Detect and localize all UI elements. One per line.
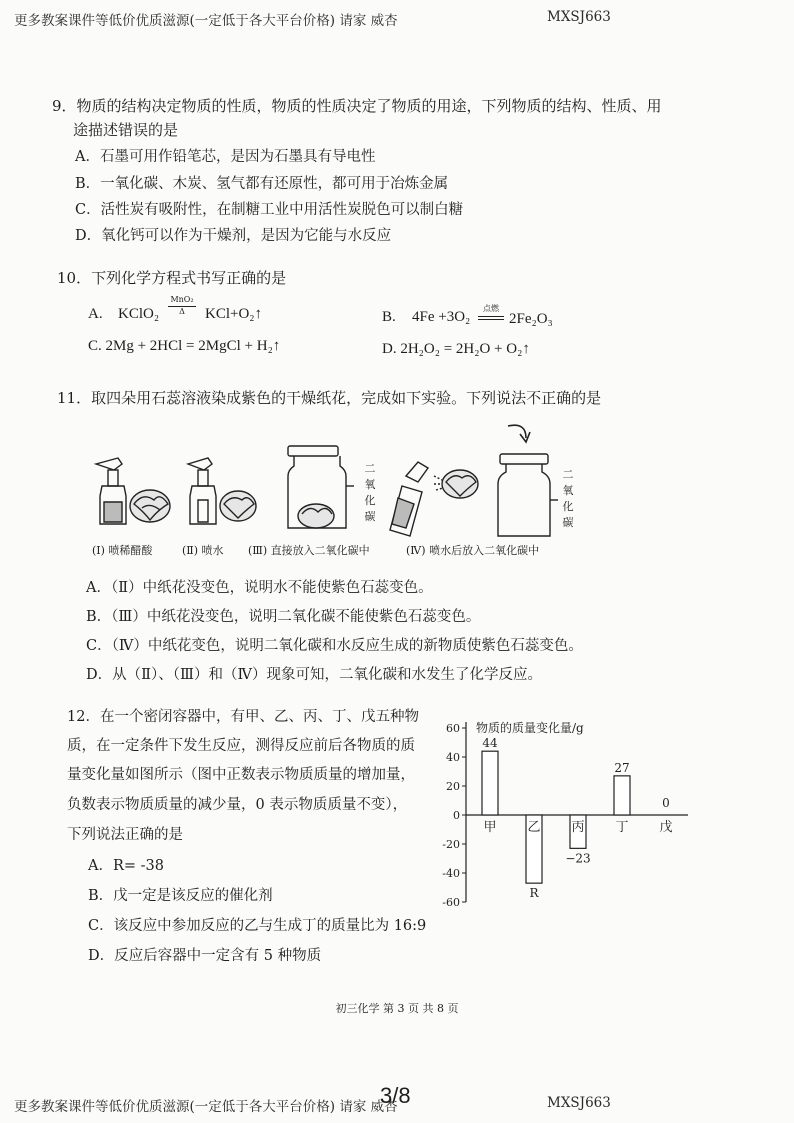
q9-option-c: C．活性炭有吸附性，在制糖工业中用活性炭脱色可以制白糖 (75, 202, 464, 218)
y-tick-label: 20 (446, 780, 460, 793)
q11-option-c: C．（Ⅳ）中纸花变色，说明二氧化碳和水反应生成的新物质使紫色石蕊变色。 (86, 638, 583, 654)
fig-label-iv: (Ⅳ) 喷水后放入二氧化碳中 (406, 544, 540, 557)
q9-option-b: B．一氧化碳、木炭、氢气都有还原性，都可用于冶炼金属 (75, 176, 449, 192)
paper-flower-1-icon (130, 490, 170, 522)
gas-label-4-char4: 碳 (562, 516, 574, 529)
gas-jar-4-icon (498, 454, 558, 536)
q10-option-b-right: 2Fe₂O₃ (509, 311, 553, 327)
q12-stem-line3: 量变化量如图所示（图中正数表示物质质量的增加量， (67, 767, 415, 783)
page-counter: 3/8 (380, 1083, 411, 1108)
footer-banner: 更多教案课件等低价优质滋源(一定低于各大平台价格) 请家 威杏 (14, 1099, 398, 1115)
q10-option-b-equals (478, 316, 504, 320)
bar-4 (614, 776, 630, 815)
data-label: R (529, 886, 539, 901)
footer-code: MXSJ663 (547, 1095, 611, 1111)
q9-option-d: D．氧化钙可以作为干燥剂，是因为它能与水反应 (75, 228, 392, 244)
page-footer: 初三化学 第 3 页 共 8 页 (335, 1002, 459, 1015)
y-tick-label: -20 (442, 838, 460, 851)
q10-stem: 10．下列化学方程式书写正确的是 (57, 269, 287, 287)
category-label: 丁 (615, 820, 629, 835)
category-label: 乙 (527, 820, 541, 835)
q11-stem: 11．取四朵用石蕊溶液染成紫色的干燥纸花，完成如下实验。下列说法不正确的是 (57, 389, 602, 407)
q12-bar-chart (440, 712, 700, 918)
gas-label-4-char1: 二 (562, 468, 574, 481)
q12-option-b: B．戊一定是该反应的催化剂 (88, 888, 273, 904)
spray-bottle-1-icon (96, 458, 126, 524)
fig-label-iii: (Ⅲ) 直接放入二氧化碳中 (248, 544, 370, 557)
fig-label-i: (Ⅰ) 喷稀醋酸 (92, 544, 153, 557)
category-label: 丙 (571, 820, 585, 835)
q10-option-b-label: B. (382, 309, 396, 325)
header-code: MXSJ663 (547, 9, 611, 25)
q9-stem-line2: 途描述错误的是 (73, 121, 179, 139)
chart-title: 物质的质量变化量/g (476, 721, 584, 735)
fig-label-ii: (Ⅱ) 喷水 (182, 544, 224, 557)
gas-label-4-char2: 氧 (562, 484, 574, 497)
q9-option-a: A．石墨可用作铅笔芯，是因为石墨具有导电性 (75, 149, 376, 165)
q10-option-c: C. 2Mg + 2HCl = 2MgCl + H₂↑ (88, 338, 281, 354)
q10-option-b-condition: 点燃 (483, 304, 499, 313)
q12-stem-line4: 负数表示物质质量的减少量，0 表示物质质量不变）， (67, 797, 408, 813)
y-tick-label: -60 (442, 896, 460, 909)
q10-option-a-heat: Δ (179, 307, 185, 316)
q11-experiment-figure (88, 418, 588, 562)
q12-stem-line1: 12．在一个密闭容器中，有甲、乙、丙、丁、戊五种物 (67, 709, 419, 725)
q10-option-d: D. 2H₂O₂ = 2H₂O + O₂↑ (382, 341, 530, 357)
q10-option-a-left: KClO₂ (118, 306, 160, 322)
paper-flower-4-icon (434, 470, 478, 498)
y-tick-label: 40 (446, 751, 460, 764)
q11-option-a: A．（Ⅱ）中纸花没变色，说明水不能使紫色石蕊变色。 (86, 580, 433, 596)
y-tick-label: 60 (446, 722, 460, 735)
gas-jar-3-icon (288, 446, 354, 528)
data-label: 44 (482, 736, 498, 751)
gas-label-3-char1: 二 (364, 462, 376, 475)
spray-bottle-2-icon (188, 458, 216, 524)
gas-label-3-char2: 氧 (364, 478, 376, 491)
q12-option-d: D．反应后容器中一定含有 5 种物质 (88, 948, 322, 964)
q12-option-a: A．R= -38 (88, 858, 164, 874)
category-label: 戊 (659, 820, 673, 835)
data-label: 0 (662, 796, 670, 810)
q12-stem-line2: 质，在一定条件下发生反应，测得反应前后各物质的质 (67, 738, 415, 754)
gas-label-4-char3: 化 (562, 500, 574, 513)
q10-option-a-right: KCl+O₂↑ (205, 306, 263, 322)
gas-label-3-char4: 碳 (364, 510, 376, 523)
q11-option-b: B．（Ⅲ）中纸花没变色，说明二氧化碳不能使紫色石蕊变色。 (86, 609, 481, 625)
data-label: 27 (614, 760, 630, 775)
category-label: 甲 (483, 820, 497, 835)
q11-option-d: D．从（Ⅱ）、（Ⅲ）和（Ⅳ）现象可知，二氧化碳和水发生了化学反应。 (86, 667, 542, 683)
paper-flower-2-icon (220, 491, 256, 521)
q10-option-a-label: A. (88, 306, 103, 322)
header-banner: 更多教案课件等低价优质滋源(一定低于各大平台价格) 请家 威杏 (14, 13, 398, 29)
spray-bottle-4-icon (390, 462, 428, 536)
y-tick-label: 0 (453, 809, 460, 822)
data-label: −23 (565, 851, 591, 866)
curved-arrow-icon (508, 425, 526, 438)
q12-option-c: C．该反应中参加反应的乙与生成丁的质量比为 16:9 (88, 918, 427, 934)
q10-option-a-catalyst: MnO₂ (170, 295, 194, 304)
q9-stem-line1: 9．物质的结构决定物质的性质，物质的性质决定了物质的用途，下列物质的结构、性质、用 (52, 97, 662, 115)
bar-1 (482, 751, 498, 815)
q12-stem-line5: 下列说法正确的是 (67, 827, 183, 843)
y-tick-label: -40 (442, 867, 460, 880)
q10-option-b-left: 4Fe +3O₂ (412, 309, 471, 325)
gas-label-3-char3: 化 (364, 494, 376, 507)
